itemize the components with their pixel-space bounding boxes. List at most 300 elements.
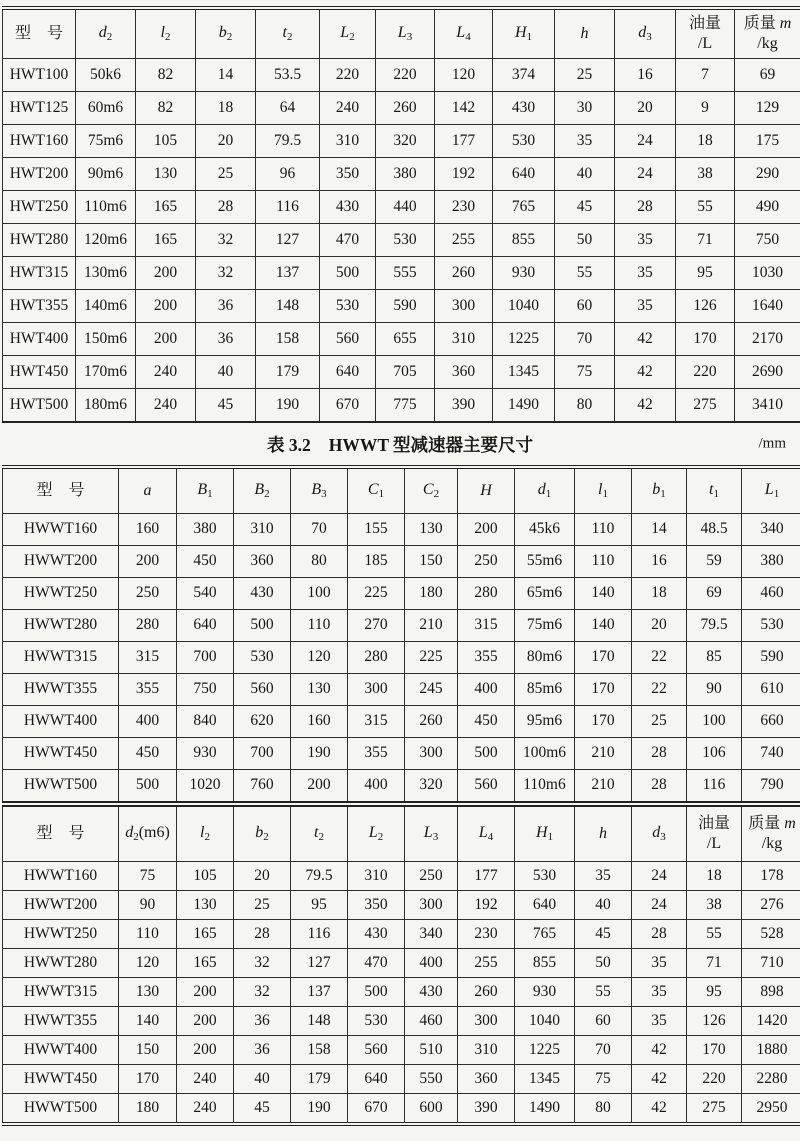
table-row <box>3 257 800 290</box>
column-header: 型 号 <box>3 8 76 59</box>
value-cell: 59 <box>687 546 742 578</box>
model-cell: HWWT400 <box>3 706 119 738</box>
value-cell: 340 <box>405 920 458 949</box>
value-cell: 42 <box>632 1065 687 1094</box>
table-row <box>3 578 800 610</box>
value-cell: 110m6 <box>76 191 136 224</box>
value-cell: 200 <box>136 290 196 323</box>
table-row <box>3 1065 800 1094</box>
value-cell: 69 <box>687 578 742 610</box>
value-cell: 350 <box>320 158 376 191</box>
model-cell: HWT355 <box>3 290 76 323</box>
value-cell: 510 <box>405 1036 458 1065</box>
column-header: $d_2(m6)$ <box>119 806 177 862</box>
value-cell: 192 <box>435 158 493 191</box>
column-header: 质量 m /kg <box>742 806 800 862</box>
value-cell: 140 <box>575 610 632 642</box>
table-row <box>3 642 800 674</box>
value-cell: 42 <box>632 1036 687 1065</box>
model-cell: HWT450 <box>3 356 76 389</box>
model-cell: HWT250 <box>3 191 76 224</box>
value-cell: 310 <box>348 862 405 891</box>
value-cell: 640 <box>348 1065 405 1094</box>
value-cell: 450 <box>177 546 234 578</box>
value-cell: 1490 <box>515 1094 575 1125</box>
value-cell: 40 <box>575 891 632 920</box>
value-cell: 310 <box>320 125 376 158</box>
value-cell: 855 <box>515 949 575 978</box>
value-cell: 150 <box>405 546 458 578</box>
column-header: $L_4$ <box>435 8 493 59</box>
value-cell: 290 <box>735 158 800 191</box>
value-cell: 60 <box>555 290 615 323</box>
value-cell: 230 <box>458 920 515 949</box>
table-row <box>3 59 800 92</box>
value-cell: 200 <box>291 770 348 803</box>
value-cell: 2690 <box>735 356 800 389</box>
value-cell: 500 <box>119 770 177 803</box>
table-row <box>3 920 800 949</box>
value-cell: 60 <box>575 1007 632 1036</box>
hwwt-reducer-dimensions-table <box>2 465 800 803</box>
value-cell: 220 <box>320 59 376 92</box>
value-cell: 600 <box>405 1094 458 1125</box>
column-header: $t_2$ <box>291 806 348 862</box>
value-cell: 24 <box>632 891 687 920</box>
value-cell: 90 <box>119 891 177 920</box>
value-cell: 140 <box>119 1007 177 1036</box>
value-cell: 192 <box>458 891 515 920</box>
value-cell: 36 <box>196 290 256 323</box>
value-cell: 530 <box>493 125 555 158</box>
scanned-document-page <box>0 6 800 1141</box>
value-cell: 240 <box>320 92 376 125</box>
value-cell: 85m6 <box>515 674 575 706</box>
value-cell: 70 <box>291 514 348 546</box>
value-cell: 230 <box>435 191 493 224</box>
value-cell: 18 <box>632 578 687 610</box>
value-cell: 765 <box>493 191 555 224</box>
value-cell: 79.5 <box>256 125 320 158</box>
value-cell: 64 <box>256 92 320 125</box>
value-cell: 170 <box>575 706 632 738</box>
value-cell: 28 <box>234 920 291 949</box>
value-cell: 210 <box>405 610 458 642</box>
header-row <box>3 806 800 862</box>
value-cell: 700 <box>234 738 291 770</box>
value-cell: 38 <box>676 158 735 191</box>
hwt-reducer-dimensions-table <box>2 6 800 423</box>
column-header: h <box>555 8 615 59</box>
table-row <box>3 389 800 423</box>
table-row <box>3 978 800 1007</box>
value-cell: 170 <box>575 642 632 674</box>
value-cell: 530 <box>742 610 800 642</box>
value-cell: 255 <box>458 949 515 978</box>
value-cell: 390 <box>435 389 493 423</box>
value-cell: 500 <box>458 738 515 770</box>
column-header: $L_1$ <box>742 467 800 514</box>
table-row <box>3 862 800 891</box>
value-cell: 315 <box>348 706 405 738</box>
column-header: $l_2$ <box>177 806 234 862</box>
value-cell: 110 <box>575 514 632 546</box>
hwwt-reducer-shaft-dimensions-table <box>2 805 800 1126</box>
value-cell: 50k6 <box>76 59 136 92</box>
value-cell: 300 <box>405 738 458 770</box>
value-cell: 170 <box>687 1036 742 1065</box>
value-cell: 75 <box>555 356 615 389</box>
value-cell: 360 <box>435 356 493 389</box>
value-cell: 560 <box>320 323 376 356</box>
value-cell: 95 <box>687 978 742 1007</box>
value-cell: 460 <box>405 1007 458 1036</box>
value-cell: 655 <box>376 323 435 356</box>
value-cell: 320 <box>376 125 435 158</box>
value-cell: 185 <box>348 546 405 578</box>
value-cell: 2280 <box>742 1065 800 1094</box>
model-cell: HWT400 <box>3 323 76 356</box>
value-cell: 740 <box>742 738 800 770</box>
column-header: $b_2$ <box>234 806 291 862</box>
value-cell: 775 <box>376 389 435 423</box>
column-header: $B_1$ <box>177 467 234 514</box>
value-cell: 150m6 <box>76 323 136 356</box>
value-cell: 1345 <box>493 356 555 389</box>
value-cell: 170 <box>575 674 632 706</box>
value-cell: 355 <box>458 642 515 674</box>
value-cell: 75 <box>575 1065 632 1094</box>
value-cell: 250 <box>119 578 177 610</box>
value-cell: 20 <box>632 610 687 642</box>
value-cell: 700 <box>177 642 234 674</box>
value-cell: 120 <box>119 949 177 978</box>
table-row <box>3 1007 800 1036</box>
value-cell: 240 <box>177 1065 234 1094</box>
value-cell: 555 <box>376 257 435 290</box>
value-cell: 130 <box>291 674 348 706</box>
value-cell: 75m6 <box>76 125 136 158</box>
value-cell: 80m6 <box>515 642 575 674</box>
value-cell: 137 <box>291 978 348 1007</box>
value-cell: 225 <box>405 642 458 674</box>
table-caption-group <box>267 432 533 457</box>
table-row <box>3 546 800 578</box>
value-cell: 95 <box>291 891 348 920</box>
value-cell: 32 <box>234 978 291 1007</box>
table-row <box>3 514 800 546</box>
value-cell: 430 <box>493 92 555 125</box>
value-cell: 380 <box>742 546 800 578</box>
value-cell: 245 <box>405 674 458 706</box>
value-cell: 170 <box>119 1065 177 1094</box>
value-cell: 300 <box>348 674 405 706</box>
model-cell: HWWT450 <box>3 1065 119 1094</box>
table-row <box>3 290 800 323</box>
header-row <box>3 467 800 514</box>
value-cell: 130 <box>119 978 177 1007</box>
table-row <box>3 191 800 224</box>
value-cell: 127 <box>256 224 320 257</box>
value-cell: 260 <box>435 257 493 290</box>
value-cell: 170 <box>676 323 735 356</box>
value-cell: 80 <box>291 546 348 578</box>
value-cell: 710 <box>742 949 800 978</box>
value-cell: 470 <box>348 949 405 978</box>
value-cell: 2170 <box>735 323 800 356</box>
value-cell: 127 <box>291 949 348 978</box>
value-cell: 45k6 <box>515 514 575 546</box>
value-cell: 170m6 <box>76 356 136 389</box>
value-cell: 930 <box>493 257 555 290</box>
value-cell: 25 <box>555 59 615 92</box>
value-cell: 180 <box>119 1094 177 1125</box>
value-cell: 1225 <box>515 1036 575 1065</box>
model-cell: HWT280 <box>3 224 76 257</box>
column-header: 质量 m /kg <box>735 8 800 59</box>
value-cell: 640 <box>177 610 234 642</box>
value-cell: 390 <box>458 1094 515 1125</box>
table-row <box>3 770 800 803</box>
value-cell: 55 <box>687 920 742 949</box>
value-cell: 155 <box>348 514 405 546</box>
value-cell: 355 <box>119 674 177 706</box>
value-cell: 200 <box>458 514 515 546</box>
value-cell: 38 <box>687 891 742 920</box>
value-cell: 450 <box>119 738 177 770</box>
value-cell: 400 <box>405 949 458 978</box>
value-cell: 500 <box>320 257 376 290</box>
model-cell: HWWT450 <box>3 738 119 770</box>
value-cell: 760 <box>234 770 291 803</box>
value-cell: 105 <box>136 125 196 158</box>
value-cell: 540 <box>177 578 234 610</box>
model-cell: HWWT280 <box>3 610 119 642</box>
column-header: $t_1$ <box>687 467 742 514</box>
value-cell: 158 <box>256 323 320 356</box>
column-header: $d_3$ <box>615 8 676 59</box>
value-cell: 350 <box>348 891 405 920</box>
model-cell: HWWT355 <box>3 1007 119 1036</box>
value-cell: 500 <box>348 978 405 1007</box>
value-cell: 240 <box>177 1094 234 1125</box>
value-cell: 140 <box>575 578 632 610</box>
value-cell: 95m6 <box>515 706 575 738</box>
value-cell: 160 <box>291 706 348 738</box>
value-cell: 175 <box>735 125 800 158</box>
column-header: a <box>119 467 177 514</box>
column-header: 型 号 <box>3 467 119 514</box>
value-cell: 190 <box>256 389 320 423</box>
value-cell: 640 <box>493 158 555 191</box>
value-cell: 160 <box>119 514 177 546</box>
value-cell: 3410 <box>735 389 800 423</box>
value-cell: 110 <box>575 546 632 578</box>
value-cell: 16 <box>615 59 676 92</box>
model-cell: HWT160 <box>3 125 76 158</box>
value-cell: 35 <box>632 1007 687 1036</box>
value-cell: 640 <box>515 891 575 920</box>
value-cell: 430 <box>234 578 291 610</box>
value-cell: 110 <box>119 920 177 949</box>
value-cell: 528 <box>742 920 800 949</box>
value-cell: 140m6 <box>76 290 136 323</box>
value-cell: 430 <box>320 191 376 224</box>
model-cell: HWWT200 <box>3 546 119 578</box>
column-header: $l_2$ <box>136 8 196 59</box>
value-cell: 1345 <box>515 1065 575 1094</box>
value-cell: 560 <box>234 674 291 706</box>
value-cell: 16 <box>632 546 687 578</box>
header-row <box>3 8 800 59</box>
value-cell: 1030 <box>735 257 800 290</box>
table-row <box>3 674 800 706</box>
value-cell: 158 <box>291 1036 348 1065</box>
value-cell: 71 <box>676 224 735 257</box>
table-row <box>3 356 800 389</box>
value-cell: 280 <box>119 610 177 642</box>
value-cell: 110m6 <box>515 770 575 803</box>
value-cell: 210 <box>575 770 632 803</box>
value-cell: 79.5 <box>687 610 742 642</box>
value-cell: 790 <box>742 770 800 803</box>
value-cell: 190 <box>291 738 348 770</box>
value-cell: 1420 <box>742 1007 800 1036</box>
value-cell: 500 <box>234 610 291 642</box>
value-cell: 130 <box>136 158 196 191</box>
value-cell: 24 <box>615 125 676 158</box>
value-cell: 55m6 <box>515 546 575 578</box>
value-cell: 65m6 <box>515 578 575 610</box>
value-cell: 1640 <box>735 290 800 323</box>
value-cell: 75 <box>119 862 177 891</box>
table-row <box>3 1036 800 1065</box>
value-cell: 360 <box>234 546 291 578</box>
column-header: $H_1$ <box>515 806 575 862</box>
model-cell: HWWT160 <box>3 862 119 891</box>
column-header: 油量 /L <box>687 806 742 862</box>
column-header: $L_4$ <box>458 806 515 862</box>
table-row <box>3 125 800 158</box>
value-cell: 116 <box>687 770 742 803</box>
value-cell: 260 <box>458 978 515 1007</box>
value-cell: 36 <box>234 1036 291 1065</box>
value-cell: 90 <box>687 674 742 706</box>
value-cell: 1880 <box>742 1036 800 1065</box>
value-cell: 200 <box>136 257 196 290</box>
value-cell: 280 <box>348 642 405 674</box>
value-cell: 220 <box>687 1065 742 1094</box>
value-cell: 260 <box>376 92 435 125</box>
value-cell: 280 <box>458 578 515 610</box>
value-cell: 200 <box>177 978 234 1007</box>
table-row <box>3 1094 800 1125</box>
value-cell: 610 <box>742 674 800 706</box>
value-cell: 106 <box>687 738 742 770</box>
value-cell: 179 <box>256 356 320 389</box>
model-cell: HWT315 <box>3 257 76 290</box>
value-cell: 120m6 <box>76 224 136 257</box>
model-cell: HWT100 <box>3 59 76 92</box>
value-cell: 36 <box>196 323 256 356</box>
value-cell: 315 <box>119 642 177 674</box>
value-cell: 400 <box>348 770 405 803</box>
value-cell: 20 <box>234 862 291 891</box>
model-cell: HWWT250 <box>3 920 119 949</box>
value-cell: 30 <box>555 92 615 125</box>
value-cell: 40 <box>234 1065 291 1094</box>
value-cell: 310 <box>435 323 493 356</box>
value-cell: 142 <box>435 92 493 125</box>
value-cell: 765 <box>515 920 575 949</box>
value-cell: 110 <box>291 610 348 642</box>
value-cell: 100 <box>687 706 742 738</box>
value-cell: 95 <box>676 257 735 290</box>
value-cell: 300 <box>435 290 493 323</box>
model-cell: HWWT200 <box>3 891 119 920</box>
value-cell: 255 <box>435 224 493 257</box>
column-header: $C_2$ <box>405 467 458 514</box>
value-cell: 660 <box>742 706 800 738</box>
value-cell: 450 <box>458 706 515 738</box>
table-row <box>3 891 800 920</box>
value-cell: 14 <box>632 514 687 546</box>
value-cell: 148 <box>256 290 320 323</box>
value-cell: 705 <box>376 356 435 389</box>
value-cell: 18 <box>196 92 256 125</box>
value-cell: 35 <box>615 290 676 323</box>
value-cell: 35 <box>615 224 676 257</box>
value-cell: 130 <box>405 514 458 546</box>
value-cell: 530 <box>234 642 291 674</box>
value-cell: 930 <box>177 738 234 770</box>
model-cell: HWT500 <box>3 389 76 423</box>
value-cell: 1225 <box>493 323 555 356</box>
value-cell: 260 <box>405 706 458 738</box>
value-cell: 79.5 <box>291 862 348 891</box>
value-cell: 48.5 <box>687 514 742 546</box>
value-cell: 148 <box>291 1007 348 1036</box>
value-cell: 50 <box>575 949 632 978</box>
value-cell: 460 <box>742 578 800 610</box>
value-cell: 360 <box>458 1065 515 1094</box>
table-row <box>3 949 800 978</box>
model-cell: HWWT250 <box>3 578 119 610</box>
value-cell: 116 <box>291 920 348 949</box>
value-cell: 178 <box>742 862 800 891</box>
value-cell: 590 <box>376 290 435 323</box>
value-cell: 60m6 <box>76 92 136 125</box>
model-cell: HWWT160 <box>3 514 119 546</box>
value-cell: 20 <box>196 125 256 158</box>
table-row <box>3 738 800 770</box>
value-cell: 130m6 <box>76 257 136 290</box>
model-cell: HWWT315 <box>3 642 119 674</box>
value-cell: 22 <box>632 674 687 706</box>
value-cell: 374 <box>493 59 555 92</box>
value-cell: 90m6 <box>76 158 136 191</box>
column-header: $d_2$ <box>76 8 136 59</box>
value-cell: 28 <box>615 191 676 224</box>
value-cell: 930 <box>515 978 575 1007</box>
value-cell: 120 <box>435 59 493 92</box>
value-cell: 120 <box>291 642 348 674</box>
value-cell: 80 <box>555 389 615 423</box>
table-caption <box>0 423 800 465</box>
value-cell: 50 <box>555 224 615 257</box>
value-cell: 25 <box>234 891 291 920</box>
value-cell: 220 <box>376 59 435 92</box>
